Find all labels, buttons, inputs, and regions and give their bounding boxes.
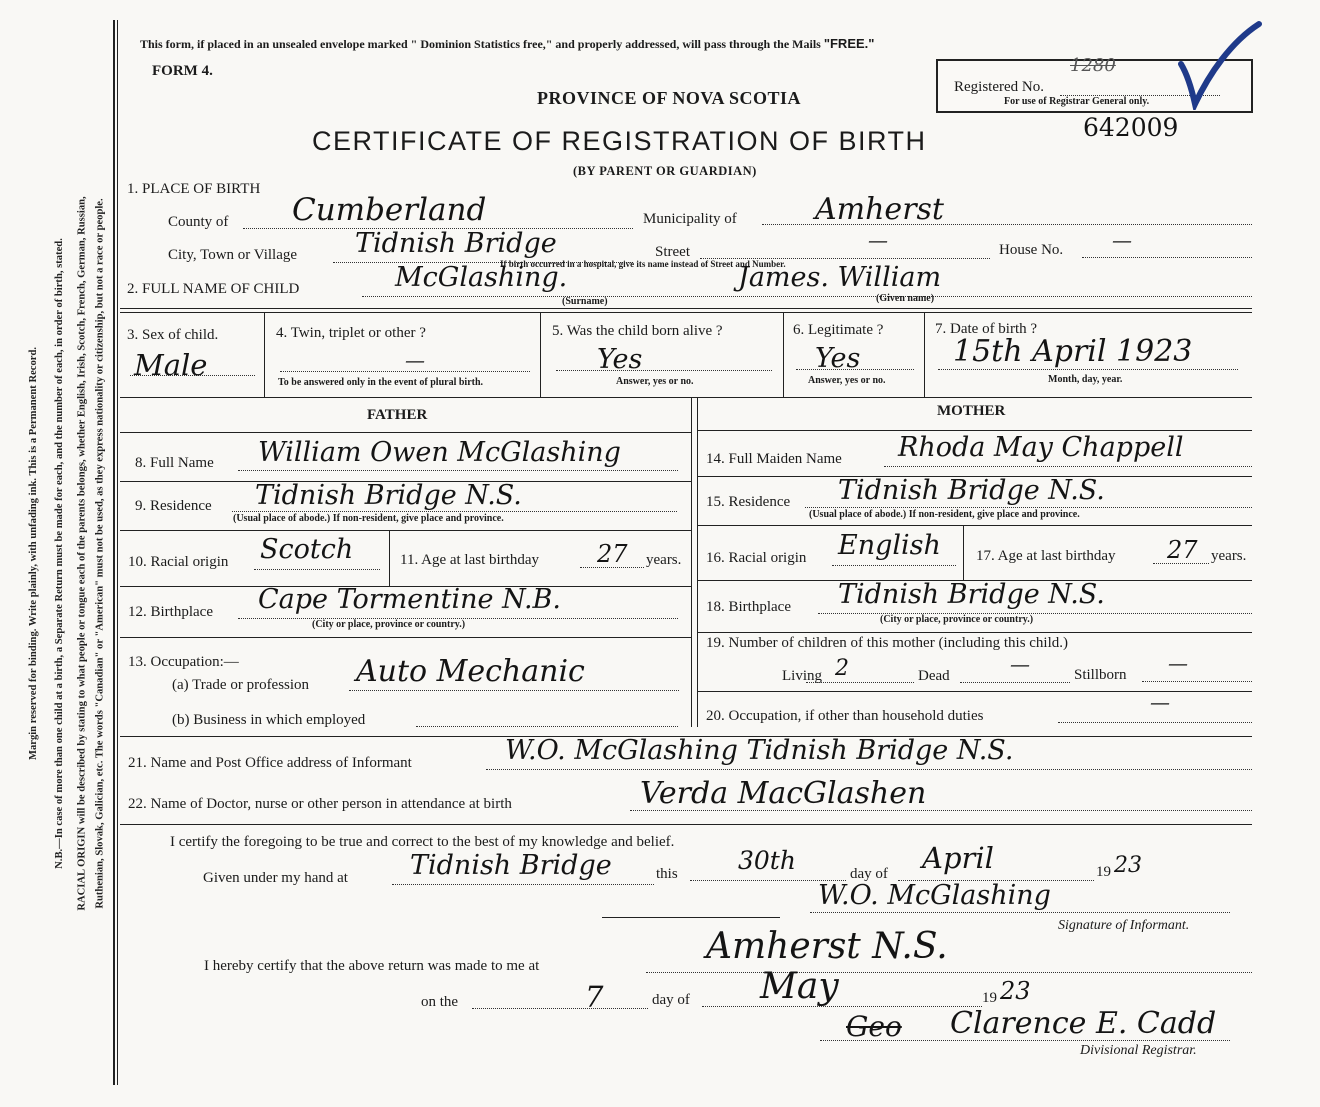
given-place-value: Tidnish Bridge	[410, 850, 612, 881]
living-label: Living	[782, 668, 822, 684]
house-no-label: House No.	[999, 242, 1064, 258]
on-the-label: on the	[421, 994, 459, 1010]
margin-rule-inner	[117, 20, 118, 1085]
registrar-statement: I hereby certify that the above return was made to me at	[204, 958, 540, 974]
stillborn-value: —	[1168, 651, 1188, 675]
stillborn-label: Stillborn	[1074, 667, 1127, 683]
cert-year-prefix: 19	[1096, 864, 1111, 880]
registrar-month-value: May	[760, 966, 839, 1007]
mother-birthplace-note: (City or place, province or country.)	[880, 614, 1034, 625]
surname-note: (Surname)	[562, 296, 608, 307]
check-mark-icon	[1175, 18, 1265, 110]
legitimate-note: Answer, yes or no.	[808, 375, 886, 386]
municipality-label: Municipality of	[643, 211, 737, 227]
doctor-label: 22. Name of Doctor, nurse or other person in attendance at birth	[128, 796, 512, 812]
form-number: FORM 4.	[152, 63, 213, 79]
father-trade-label: (a) Trade or profession	[172, 677, 310, 693]
mother-birthplace-label: 18. Birthplace	[706, 599, 791, 615]
street-label: Street	[655, 244, 690, 260]
father-birthplace-value: Cape Tormentine N.B.	[258, 584, 561, 615]
child-surname-value: McGlashing.	[395, 262, 568, 293]
given-under-label: Given under my hand at	[203, 870, 348, 886]
mother-occupation-value: —	[1150, 690, 1170, 714]
margin-rule	[113, 20, 115, 1085]
registrar-year-prefix: 19	[982, 990, 997, 1006]
living-value: 2	[835, 656, 849, 681]
given-note: (Given name)	[876, 293, 935, 304]
mother-name-value: Rhoda May Chappell	[898, 432, 1184, 463]
certificate-subtitle: (BY PARENT OR GUARDIAN)	[573, 164, 757, 178]
county-label: County of	[168, 214, 229, 230]
municipality-value: Amherst	[815, 192, 944, 227]
margin-note-1: Margin reserved for binding. Write plainly, with unfading ink. This is a Permanent Record.	[28, 346, 40, 761]
father-age-value: 27	[597, 540, 628, 568]
registrar-year-suffix: 23	[1000, 977, 1031, 1005]
father-trade-value: Auto Mechanic	[356, 654, 585, 689]
dob-label: 7. Date of birth ?	[935, 321, 1038, 337]
county-value: Cumberland	[292, 192, 487, 228]
place-of-birth-heading: 1. PLACE OF BIRTH	[127, 181, 261, 197]
dob-value: 15th April 1923	[953, 334, 1193, 369]
father-residence-label: 9. Residence	[135, 498, 212, 514]
mother-name-label: 14. Full Maiden Name	[706, 451, 842, 467]
mother-residence-value: Tidnish Bridge N.S.	[838, 475, 1105, 506]
cert-year-suffix: 23	[1114, 853, 1142, 878]
father-years-label: years.	[646, 552, 682, 568]
mother-race-value: English	[838, 530, 941, 561]
born-alive-label: 5. Was the child born alive ?	[552, 323, 723, 339]
child-name-label: 2. FULL NAME OF CHILD	[127, 281, 300, 297]
registrar-place-value: Amherst N.S.	[706, 926, 948, 967]
father-residence-value: Tidnish Bridge N.S.	[255, 480, 522, 511]
father-birthplace-note: (City or place, province or country.)	[312, 619, 466, 630]
father-name-value: William Owen McGlashing	[258, 437, 621, 468]
child-given-value: James. William	[738, 262, 942, 293]
legitimate-label: 6. Legitimate ?	[793, 322, 884, 338]
father-name-label: 8. Full Name	[135, 455, 214, 471]
margin-note-3: RACIAL ORIGIN will be described by stating to what people or tongue each of the parents belongs, whether English, Irish, Scotch, French, German, Russian,	[76, 196, 88, 911]
registered-struck-number: 1280	[1070, 55, 1116, 76]
registered-note: For use of Registrar General only.	[1004, 96, 1150, 107]
father-race-value: Scotch	[260, 534, 354, 565]
mother-residence-label: 15. Residence	[706, 494, 791, 510]
mother-age-label: 17. Age at last birthday	[976, 548, 1116, 564]
certify-statement: I certify the foregoing to be true and correct to the best of my knowledge and belief.	[170, 834, 675, 850]
twin-note: To be answered only in the event of plural birth.	[278, 377, 484, 388]
mother-age-value: 27	[1167, 536, 1198, 564]
margin-note-4: Ruthenian, Slovak, Galician, etc. The words "Canadian" or "American" must not be used, as they express nationality or citizenship, but not a race or people.	[94, 198, 106, 909]
mother-race-label: 16. Racial origin	[706, 550, 807, 566]
born-alive-note: Answer, yes or no.	[616, 376, 694, 387]
informant-label: 21. Name and Post Office address of Informant	[128, 755, 412, 771]
registrar-day-of-label: day of	[652, 992, 690, 1008]
informant-signature: W.O. McGlashing	[818, 880, 1051, 911]
certificate-title: CERTIFICATE OF REGISTRATION OF BIRTH	[312, 126, 927, 156]
father-heading: FATHER	[367, 407, 428, 423]
cert-month-value: April	[922, 841, 994, 875]
registered-label: Registered No.	[954, 79, 1044, 95]
mother-years-label: years.	[1211, 548, 1247, 564]
father-residence-note: (Usual place of abode.) If non-resident, give place and province.	[233, 513, 504, 524]
father-race-label: 10. Racial origin	[128, 554, 229, 570]
dead-value: —	[1010, 652, 1030, 676]
dob-note: Month, day, year.	[1048, 374, 1123, 385]
twin-label: 4. Twin, triplet or other ?	[276, 325, 426, 341]
day-of-label: day of	[850, 866, 888, 882]
mail-notice: This form, if placed in an unsealed envelope marked " Dominion Statistics free," and properly addressed, will pass through the Mails "FREE."	[140, 36, 875, 51]
mother-heading: MOTHER	[937, 403, 1006, 419]
registrar-signature: Clarence E. Cadd	[950, 1006, 1217, 1041]
father-occupation-label: 13. Occupation:—	[128, 654, 239, 670]
mother-occupation-label: 20. Occupation, if other than household duties	[706, 708, 984, 724]
informant-value: W.O. McGlashing Tidnish Bridge N.S.	[505, 735, 1014, 766]
province-heading: PROVINCE OF NOVA SCOTIA	[537, 88, 802, 108]
informant-signature-label: Signature of Informant.	[1058, 918, 1190, 933]
cert-day-value: 30th	[738, 846, 796, 875]
mother-residence-note: (Usual place of abode.) If non-resident, give place and province.	[809, 509, 1080, 520]
sex-value: Male	[134, 348, 208, 382]
registrar-label: Divisional Registrar.	[1080, 1043, 1197, 1058]
mother-children-label: 19. Number of children of this mother (including this child.)	[706, 635, 1069, 651]
father-age-label: 11. Age at last birthday	[400, 552, 539, 568]
certificate-number: 642009	[1083, 113, 1179, 142]
twin-value: —	[405, 348, 425, 372]
father-birthplace-label: 12. Birthplace	[128, 604, 213, 620]
registrar-day-value: 7	[585, 980, 604, 1014]
city-value: Tidnish Bridge	[355, 228, 557, 259]
house-no-value: —	[1112, 228, 1132, 252]
street-value: —	[868, 228, 888, 252]
mother-birthplace-value: Tidnish Bridge N.S.	[838, 579, 1105, 610]
city-label: City, Town or Village	[168, 247, 298, 263]
registrar-struck-signature: Geo	[846, 1010, 902, 1043]
legitimate-value: Yes	[815, 343, 861, 374]
dead-label: Dead	[918, 668, 950, 684]
hospital-note: If birth occurred in a hospital, give its name instead of Street and Number.	[500, 259, 786, 269]
margin-note-2: N.B.—In case of more than one child at a birth, a Separate Return must be made for each, and the number of each, in order of birth, stated.	[53, 238, 65, 869]
doctor-value: Verda MacGlashen	[640, 776, 927, 811]
this-label: this	[656, 866, 678, 882]
father-business-label: (b) Business in which employed	[172, 712, 366, 728]
sex-label: 3. Sex of child.	[127, 327, 219, 343]
born-alive-value: Yes	[597, 344, 643, 375]
